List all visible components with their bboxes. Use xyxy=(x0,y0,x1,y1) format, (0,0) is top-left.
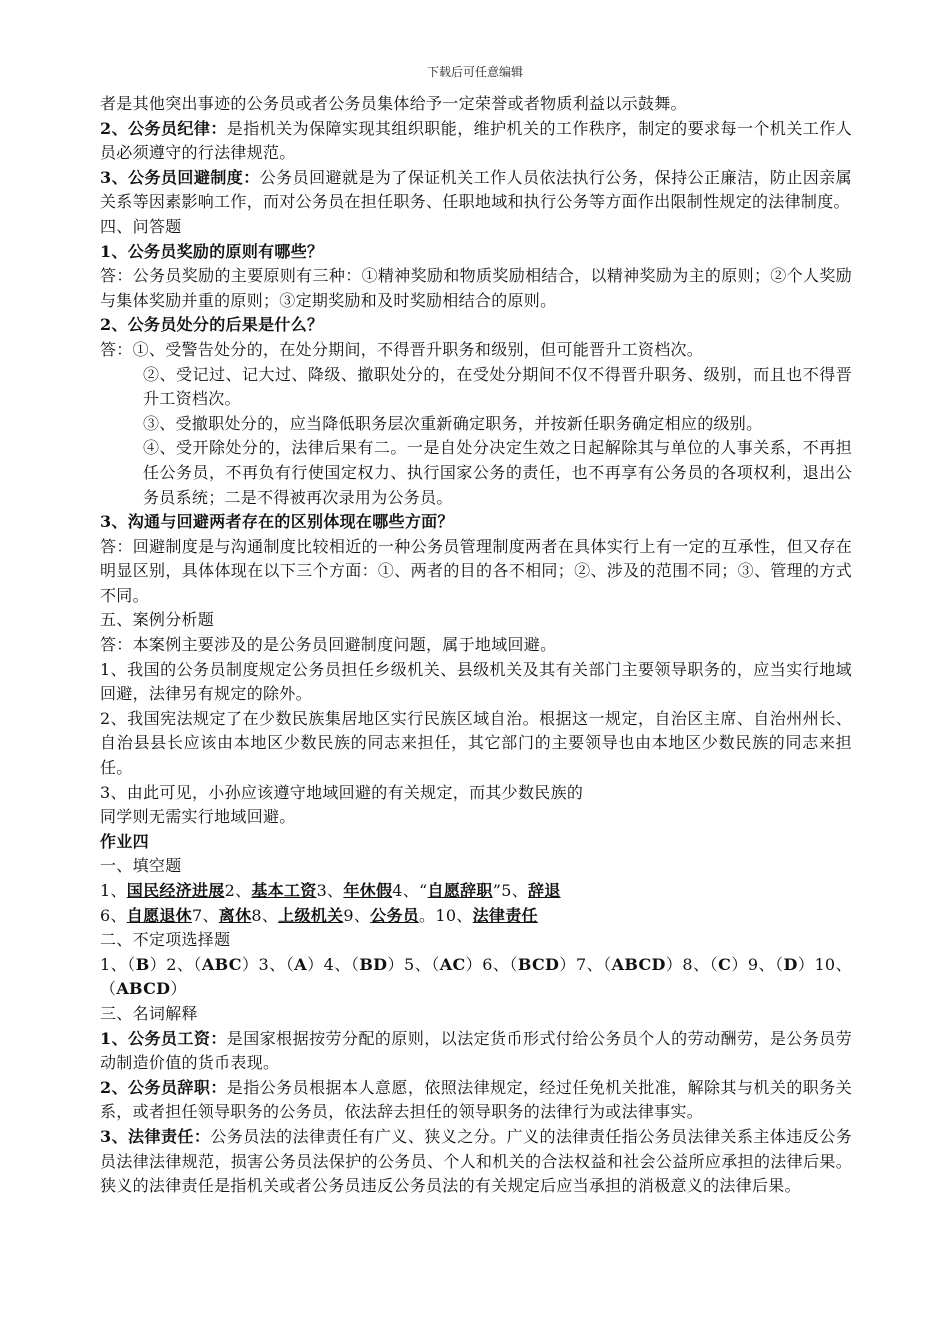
choice-answer: BCD xyxy=(517,954,560,974)
section-heading: 三、名词解释 xyxy=(100,1003,198,1023)
choice-bracket: ） xyxy=(149,954,167,974)
choice-answer: C xyxy=(718,954,732,974)
choice-number: 8、（ xyxy=(682,954,719,974)
term-definition xyxy=(100,166,852,215)
term-label: 3、公务员回避制度： xyxy=(100,167,260,187)
fill-number: 3、 xyxy=(316,881,344,900)
section-heading: 五、案例分析题 xyxy=(100,610,215,630)
choice-number: 3、（ xyxy=(258,954,295,974)
choice-number: 5、（ xyxy=(404,954,440,974)
term-definition xyxy=(100,1076,852,1125)
section-heading: 一、填空题 xyxy=(100,856,182,876)
term-label: 2、公务员辞职： xyxy=(100,1077,227,1097)
answer-item: ②、受记过、记大过、降级、撤职处分的，在受处分期间不仅不得晋升职务、级别，而且也不得晋升工资档次。 xyxy=(143,364,852,409)
choice-answer: B xyxy=(135,954,150,974)
page-header: 下载后可任意编辑 xyxy=(426,65,523,79)
choice-bracket: ） xyxy=(559,954,576,974)
choice-answer: D xyxy=(783,954,798,974)
fill-number: ”5、 xyxy=(492,881,528,900)
choice-number: 7、（ xyxy=(575,954,612,974)
choice-bracket: ） xyxy=(170,979,187,999)
fill-answers-line xyxy=(100,879,852,904)
fill-answer: 自愿退休 xyxy=(126,905,192,925)
choice-number: 9、（ xyxy=(747,954,784,974)
paragraph: 3、由此可见，小孙应该遵守地域回避的有关规定，而其少数民族的 xyxy=(100,782,584,802)
section-heading: 四、问答题 xyxy=(100,216,182,236)
term-text: 公务员法的法律责任有广义、狭义之分。广义的法律责任指公务员法律关系主体违反公务员法律法律规范，损害公务员法保护的公务员、个人和机关的合法权益和社会公益所应承担的法律后果。狭义的法律责任是指机关或者公务员违反公务员法的有关规定后应当承担的消极意义的法律后果。 xyxy=(100,1126,853,1196)
choice-bracket: ） xyxy=(665,954,683,974)
choice-bracket: ） xyxy=(797,954,815,974)
fill-number: 6、 xyxy=(100,905,127,925)
term-text: 是指公务员根据本人意愿，依照法律规定，经过任免机关批准，解除其与机关的职务关系，或者担任领导职务的公务员，依法辞去担任的领导职务的法律行为或法律事实。 xyxy=(100,1077,852,1122)
answer: 答：回避制度是与沟通制度比较相近的一种公务员管理制度两者在具体实行上有一定的互承性，但又存在明显区别，具体体现在以下三个方面：①、两者的目的各不相同；②、涉及的范围不同；③、管理的方式不同。 xyxy=(100,536,852,605)
fill-answer: 离休 xyxy=(218,905,252,925)
choice-number: 10、（ xyxy=(100,954,852,999)
document-body xyxy=(100,92,852,1199)
choice-answer: A xyxy=(294,954,307,974)
term-definition xyxy=(100,117,852,166)
term-text: 是国家根据按劳分配的原则，以法定货币形式付给公务员个人的劳动酬劳，是公务员劳动制造价值的货币表现。 xyxy=(100,1028,852,1073)
fill-number: 4、“ xyxy=(392,881,428,900)
choice-number: 4、（ xyxy=(323,954,360,974)
term-text: 是指机关为保障实现其组织职能，维护机关的工作秩序，制定的要求每一个机关工作人员必须遵守的行法律规范。 xyxy=(100,118,852,163)
paragraph: 同学则无需实行地域回避。 xyxy=(100,807,296,827)
answer: 答：本案例主要涉及的是公务员回避制度问题，属于地域回避。 xyxy=(100,635,557,655)
fill-number: 。10、 xyxy=(419,905,473,925)
choice-answer: ABCD xyxy=(611,954,666,974)
assignment-title: 作业四 xyxy=(100,831,149,851)
question: 1、公务员奖励的原则有哪些？ xyxy=(100,241,324,261)
choice-answer: AC xyxy=(439,954,466,974)
fill-number: 2、 xyxy=(224,881,252,900)
fill-answer: 国民经济进展 xyxy=(126,881,225,900)
choice-bracket: ） xyxy=(465,954,483,974)
choice-bracket: ） xyxy=(241,954,259,974)
section-heading: 二、不定项选择题 xyxy=(100,930,231,950)
choice-answer: ABC xyxy=(201,954,242,974)
question: 3、沟通与回避两者存在的区别体现在哪些方面？ xyxy=(100,512,454,532)
term-definition xyxy=(100,1027,852,1076)
fill-answer: 公务员 xyxy=(370,905,420,925)
term-text: 公务员回避就是为了保证机关工作人员依法执行公务，保持公正廉洁，防止因亲属关系等因素影响工作，而对公务员在担任职务、任职地域和执行公务等方面作出限制性规定的法律制度。 xyxy=(100,167,852,212)
choice-number: 2、（ xyxy=(166,954,202,974)
fill-number: 7、 xyxy=(191,905,219,925)
fill-answers-line xyxy=(100,904,852,929)
paragraph: 1、我国的公务员制度规定公务员担任乡级机关、县级机关及其有关部门主要领导职务的，应当实行地域回避，法律另有规定的除外。 xyxy=(100,659,852,704)
fill-number: 9、 xyxy=(343,905,371,925)
choice-answers xyxy=(100,953,852,1002)
fill-answer: 辞退 xyxy=(528,881,561,900)
choice-number: 1、（ xyxy=(100,954,136,974)
answer-item: ③、受撤职处分的，应当降低职务层次重新确定职务，并按新任职务确定相应的级别。 xyxy=(143,413,763,433)
fill-number: 8、 xyxy=(251,905,279,925)
fill-number: 1、 xyxy=(100,881,127,900)
question: 2、公务员处分的后果是什么？ xyxy=(100,315,324,335)
choice-bracket: ） xyxy=(387,954,405,974)
choice-answer: BD xyxy=(359,954,388,974)
choice-bracket: ） xyxy=(306,954,324,974)
term-label: 2、公务员纪律： xyxy=(100,118,227,138)
paragraph: 者是其他突出事迹的公务员或者公务员集体给予一定荣誉或者物质利益以示鼓舞。 xyxy=(100,94,687,113)
paragraph: 2、我国宪法规定了在少数民族集居地区实行民族区域自治。根据这一规定，自治区主席、自治州州长、自治县县长应该由本地区少数民族的同志来担任，其它部门的主要领导也由本地区少数民族的同志来担任。 xyxy=(100,708,852,778)
answer-item: ④、受开除处分的，法律后果有二。一是自处分决定生效之日起解除其与单位的人事关系，不再担任公务员，不再负有行使国定权力、执行国家公务的责任，也不再享有公务员的各项权利，退出公务员系统；二是不得被再次录用为公务员。 xyxy=(143,438,852,507)
choice-bracket: ） xyxy=(731,954,748,974)
term-label: 1、公务员工资： xyxy=(100,1028,227,1048)
choice-number: 6、（ xyxy=(482,954,518,974)
fill-answer: 年休假 xyxy=(343,881,393,900)
term-label: 3、法律责任： xyxy=(100,1126,211,1146)
answer: 答：公务员奖励的主要原则有三种：①精神奖励和物质奖励相结合，以精神奖励为主的原则；②个人奖励与集体奖励并重的原则；③定期奖励和及时奖励相结合的原则。 xyxy=(100,266,852,310)
fill-answer: 基本工资 xyxy=(251,881,317,900)
fill-answer: 法律责任 xyxy=(472,905,538,925)
choice-answer: ABCD xyxy=(116,979,171,999)
term-definition xyxy=(100,1125,852,1199)
answer: 答：①、受警告处分的，在处分期间，不得晋升职务和级别，但可能晋升工资档次。 xyxy=(100,339,704,359)
fill-answer: 自愿辞职 xyxy=(427,881,493,900)
fill-answer: 上级机关 xyxy=(278,905,344,925)
